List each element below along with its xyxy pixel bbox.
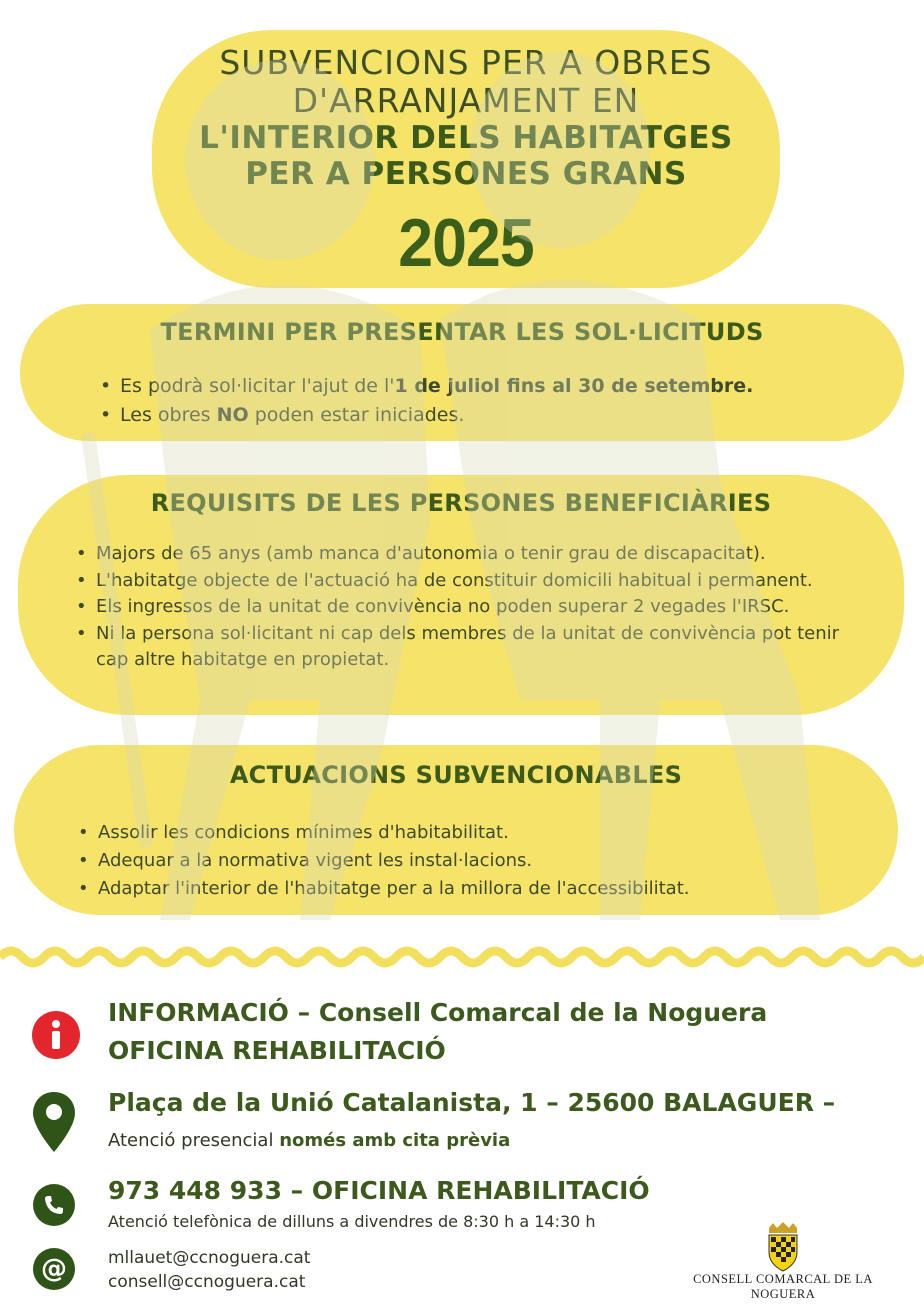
- list-item: • Assolir les condicions mínimes d'habitabilitat.: [76, 819, 689, 847]
- requirements-section: [18, 475, 904, 715]
- list-item: • Adaptar l'interior de l'habitatge per a la millora de l'accessibilitat.: [76, 875, 689, 903]
- list-item: • L'habitatge objecte de l'actuació ha de constituir domicili habitual i permanent.: [74, 568, 874, 595]
- eligible-works-list: [76, 819, 689, 903]
- phone-hours: Atenció telefònica de dilluns a divendres de 8:30 h a 14:30 h: [108, 1212, 596, 1231]
- attention-text: Atenció presencial només amb cita prèvia: [108, 1130, 511, 1151]
- address-text: Plaça de la Unió Catalanista, 1 – 25600 BALAGUER –: [108, 1088, 836, 1117]
- title-line-4: PER A PERSONES GRANS: [245, 156, 687, 192]
- title-line-1: SUBVENCIONS PER A OBRES: [219, 43, 713, 82]
- email-2[interactable]: consell@ccnoguera.cat: [108, 1272, 306, 1292]
- at-sign-icon: @: [33, 1248, 75, 1290]
- eligible-works-title: ACTUACIONS SUBVENCIONABLES: [229, 761, 683, 789]
- list-item: • Les obres NO poden estar iniciades.: [98, 401, 753, 430]
- council-name: CONSELL COMARCAL DE LA NOGUERA: [693, 1272, 873, 1301]
- eligible-works-section: [14, 745, 898, 915]
- requirements-list: [74, 541, 874, 674]
- list-item: • Ni la persona sol·licitant ni cap dels membres de la unitat de convivència pot tenir cap altre habitatge en propietat.: [74, 621, 874, 674]
- phone-icon: [33, 1184, 75, 1226]
- coat-of-arms-icon: [766, 1222, 800, 1272]
- title-line-3: L'INTERIOR DELS HABITATGES: [199, 120, 733, 156]
- deadline-list: [98, 372, 753, 430]
- info-title: INFORMACIÓ – Consell Comarcal de la Noguera: [108, 998, 768, 1027]
- deadline-section: [20, 304, 904, 441]
- title-banner: [152, 30, 780, 288]
- title-line-2: D'ARRANJAMENT EN: [292, 81, 640, 120]
- list-item: • Majors de 65 anys (amb manca d'autonomia o tenir grau de discapacitat).: [74, 541, 874, 568]
- council-logo: [668, 1222, 898, 1302]
- wavy-divider: [0, 942, 924, 972]
- deadline-title: TERMINI PER PRESENTAR LES SOL·LICITUDS: [160, 318, 764, 346]
- email-1[interactable]: mllauet@ccnoguera.cat: [108, 1248, 311, 1268]
- info-icon: [32, 1011, 80, 1059]
- list-item: • Els ingressos de la unitat de convivència no poden superar 2 vegades l'IRSC.: [74, 594, 874, 621]
- list-item: • Adequar a la normativa vigent les instal·lacions.: [76, 847, 689, 875]
- office-title: OFICINA REHABILITACIÓ: [108, 1036, 446, 1065]
- phone-text: 973 448 933 – OFICINA REHABILITACIÓ: [108, 1176, 650, 1205]
- year-label: 2025: [398, 205, 534, 281]
- requirements-title: REQUISITS DE LES PERSONES BENEFICIÀRIES: [150, 489, 772, 517]
- location-pin-icon: [30, 1090, 78, 1154]
- list-item: • Es podrà sol·licitar l'ajut de l'1 de juliol fins al 30 de setembre.: [98, 372, 753, 401]
